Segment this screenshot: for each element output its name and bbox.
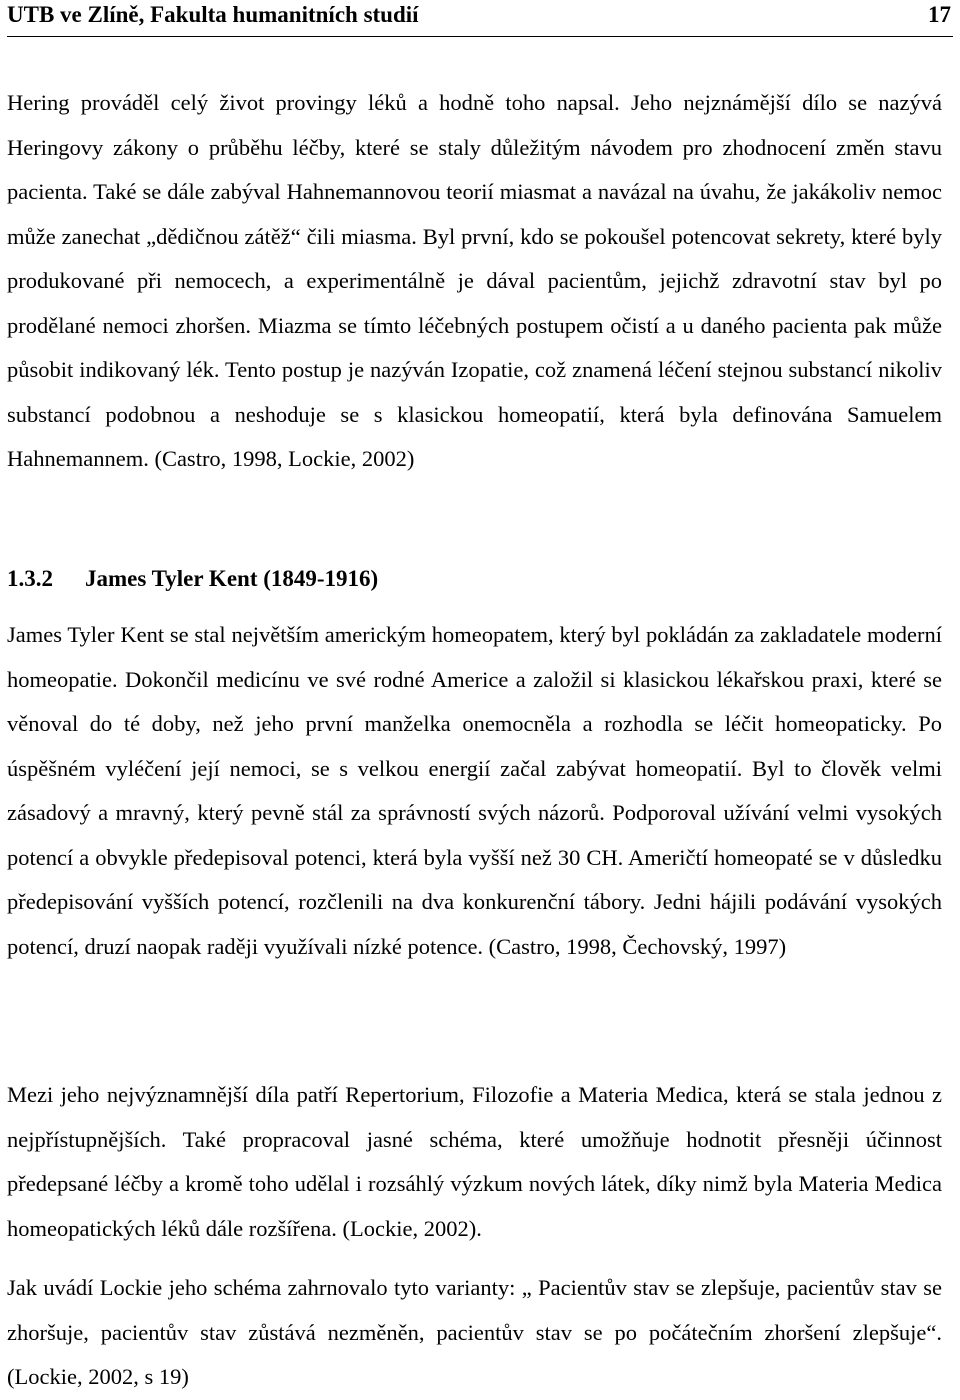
header-title: UTB ve Zlíně, Fakulta humanitních studií xyxy=(7,2,419,27)
section-heading xyxy=(7,559,378,599)
page-header xyxy=(7,0,953,37)
section-title: James Tyler Kent (1849-1916) xyxy=(85,566,379,591)
section-number: 1.3.2 xyxy=(7,566,53,591)
page-number: 17 xyxy=(928,2,951,27)
paragraph-hering: Hering prováděl celý život provingy léků a hodně toho napsal. Jeho nejznámější dílo se nazývá Heringovy zákony o průběhu léčby, které se staly důležitým návodem pro zhodnocení změn stavu pacienta. Také se dále zabýval Hahnemannovou teorií miasmat a navázal na úvahu, že jakákoliv nemoc může zanechat „dědičnou zátěž“ čili miasma. Byl první, kdo se pokoušel potencovat sekrety, které byly produkované při nemocech, a experimentálně je dával pacientům, jejichž zdravotní stav byl po prodělané nemoci zhoršen. Miazma se tímto léčebných postupem očistí a u daného pacienta pak může působit indikovaný lék. Tento postup je nazýván Izopatie, což znamená léčení stejnou substancí nikoliv substancí podobnou a neshoduje se s klasickou homeopatií, která byla definována Samuelem Hahnemannem. (Castro, 1998, Lockie, 2002) xyxy=(7,90,942,471)
paragraph-kent-bio: James Tyler Kent se stal největším americkým homeopatem, který byl pokládán za zakladatele moderní homeopatie. Dokončil medicínu ve své rodné Americe a založil si klasickou lékařskou praxi, které se věnoval do té doby, než jeho první manželka onemocněla a rozhodla se léčit homeopaticky. Po úspěšném vyléčení její nemoci, se s velkou energií začal zabývat homeopatií. Byl to člověk velmi zásadový a mravný, který pevně stál za správností svých názorů. Podporoval užívání velmi vysokých potencí a obvykle předepisoval potenci, která byla vyšší než 30 CH. Američtí homeopaté se v důsledku předepisování vyšších potencí, rozčlenili na dva konkurenční tábory. Jedni hájili podávání vysokých potencí, druzí naopak raději využívali nízké potence. (Castro, 1998, Čechovský, 1997) xyxy=(7,622,942,959)
paragraph-lockie-scheme: Jak uvádí Lockie jeho schéma zahrnovalo tyto varianty: „ Pacientův stav se zlepšuje, pacientův stav se zhoršuje, pacientův stav zůstává nezměněn, pacientův stav se po počátečním zhoršení zlepšuje“. (Lockie, 2002, s 19) xyxy=(7,1275,942,1389)
paragraph-kent-works: Mezi jeho nejvýznamnější díla patří Repertorium, Filozofie a Materia Medica, která se stala jednou z nejpřístupnějších. Také propracoval jasné schéma, které umožňuje hodnotit přesněji účinnost předepsané léčby a kromě toho udělal i rozsáhlý výzkum nových látek, díky nimž byla Materia Medica homeopatických léků dále rozšířena. (Lockie, 2002). xyxy=(7,1082,942,1241)
